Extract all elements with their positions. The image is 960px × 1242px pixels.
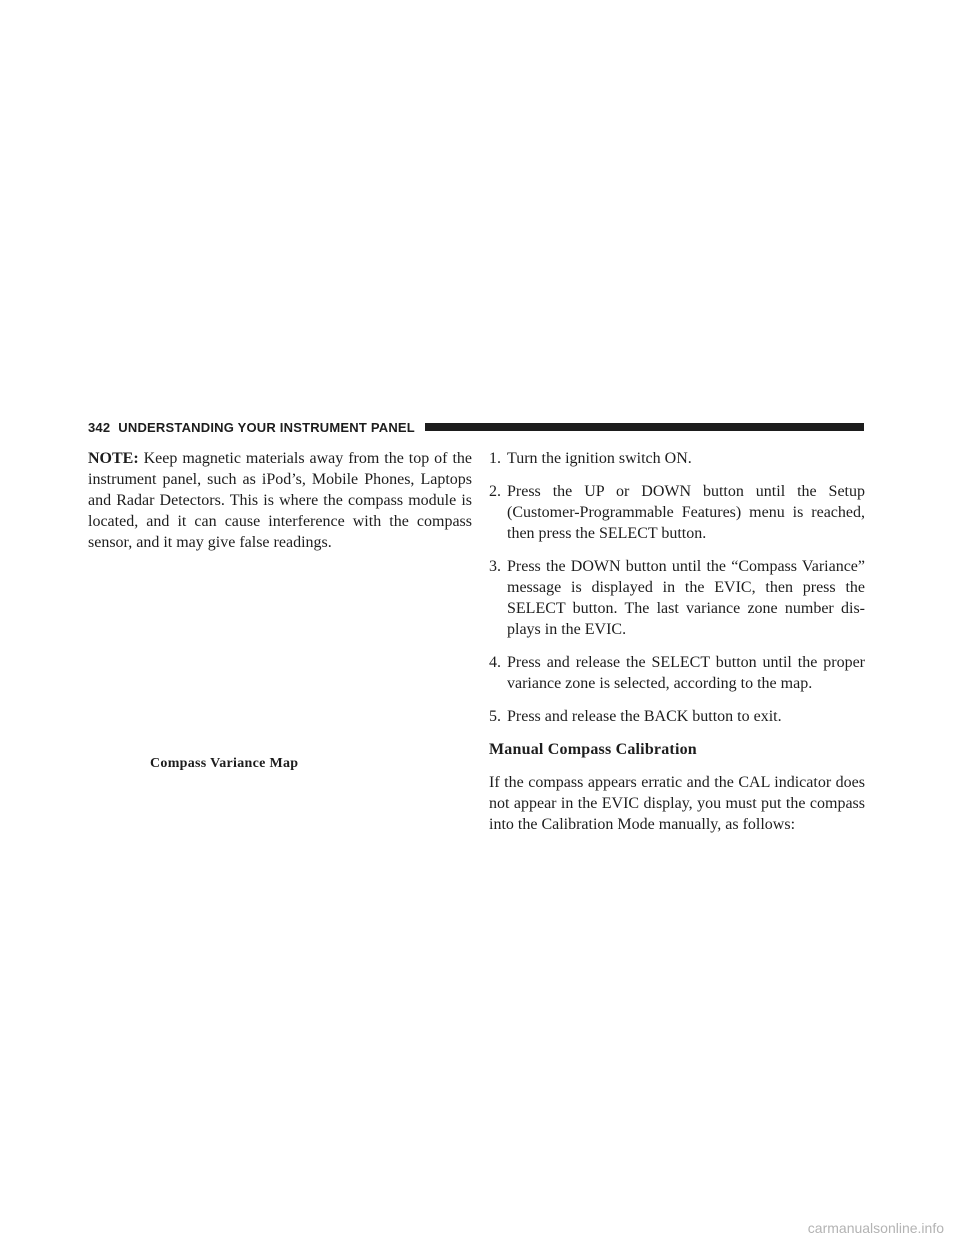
step-number: 4. [489, 654, 501, 671]
subheading-manual-calibration: Manual Compass Calibration [489, 741, 697, 758]
left-column [88, 448, 472, 553]
header-rule [425, 423, 864, 431]
section-title: UNDERSTANDING YOUR INSTRUMENT PANEL [118, 419, 415, 435]
step-text: Press and release the SELECT button until the proper variance zone is selected, according to the map. [507, 654, 865, 692]
step-item [489, 448, 865, 469]
compass-variance-map-figure [88, 560, 472, 750]
calibration-paragraph: If the compass appears erratic and the CAL indicator does not appear in the EVIC display, you must put the compass into the Calibration Mode manually, as follows: [489, 774, 865, 833]
step-item [489, 556, 865, 640]
right-column [489, 448, 865, 835]
watermark: carmanualsonline.info [807, 1220, 944, 1236]
page-header [88, 418, 864, 436]
step-item [489, 706, 865, 727]
step-text: Turn the ignition switch ON. [507, 450, 692, 467]
step-item [489, 652, 865, 694]
step-number: 2. [489, 483, 501, 500]
step-number: 1. [489, 450, 501, 467]
step-text: Press and release the BACK button to exit. [507, 708, 782, 725]
step-number: 3. [489, 558, 501, 575]
note-paragraph [88, 448, 472, 553]
note-label: NOTE: [88, 450, 139, 467]
step-number: 5. [489, 708, 501, 725]
note-text: Keep magnetic materials away from the top of the instrument panel, such as iPod’s, Mobile Phones, Laptops and Radar Detectors. This is where the compass module is located, and it can cause interference with the compass sensor, and it may give false readings. [88, 450, 472, 551]
step-text: Press the UP or DOWN button until the Setup (Customer-Programmable Features) menu is reached, then press the SELECT button. [507, 483, 865, 542]
page-number: 342 [88, 419, 111, 435]
step-text: Press the DOWN button until the “Compass Variance” message is displayed in the EVIC, then press the SELECT button. The last variance zone number dis-plays in the EVIC. [507, 558, 865, 638]
figure-caption: Compass Variance Map [150, 756, 299, 771]
step-item [489, 481, 865, 544]
